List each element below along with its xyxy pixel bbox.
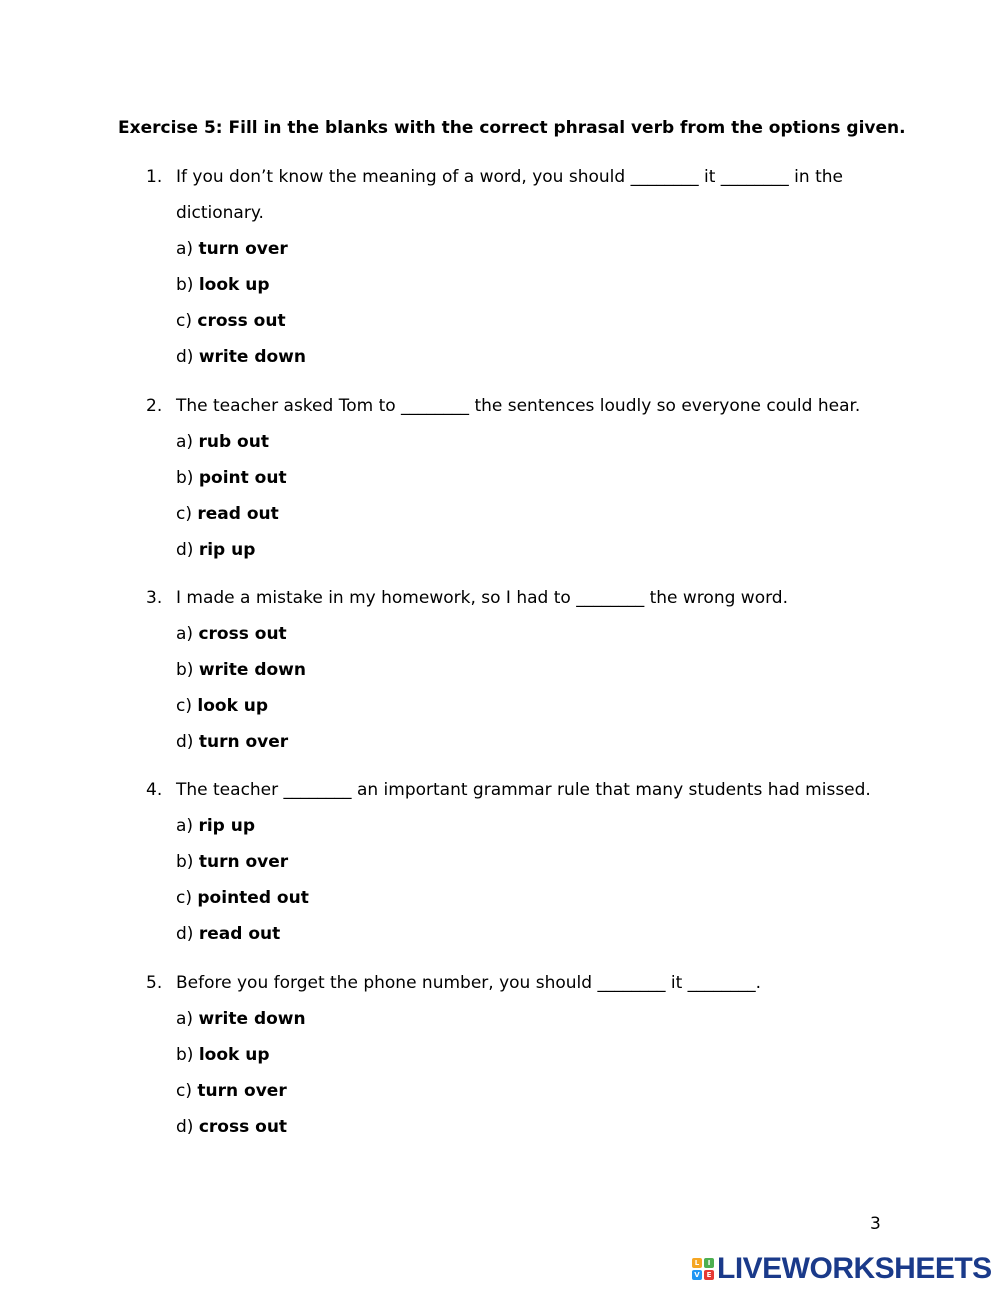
- logo-squares-icon: [692, 1258, 714, 1280]
- answer-option[interactable]: [176, 540, 255, 560]
- option-text: write down: [198, 1009, 306, 1029]
- exercise-title: Exercise 5: Fill in the blanks with the correct phrasal verb from the options given.: [118, 118, 906, 138]
- option-letter: c): [176, 1081, 192, 1101]
- question-text: Before you forget the phone number, you should ________ it ________.: [176, 973, 762, 993]
- option-letter: a): [176, 816, 194, 836]
- option-letter: d): [176, 540, 194, 560]
- option-text: turn over: [197, 1081, 287, 1101]
- option-letter: b): [176, 660, 194, 680]
- logo-square-l: L: [692, 1258, 702, 1268]
- answer-option[interactable]: [176, 504, 279, 524]
- answer-option[interactable]: [176, 816, 255, 836]
- answer-option[interactable]: [176, 660, 306, 680]
- answer-option[interactable]: [176, 1117, 287, 1137]
- answer-option[interactable]: [176, 1081, 287, 1101]
- question-number: 4.: [146, 780, 163, 800]
- answer-option[interactable]: [176, 732, 288, 752]
- answer-option[interactable]: [176, 239, 288, 259]
- page-number: 3: [870, 1214, 881, 1234]
- option-text: look up: [198, 1045, 270, 1065]
- option-letter: d): [176, 924, 194, 944]
- option-text: read out: [198, 924, 281, 944]
- option-letter: a): [176, 624, 194, 644]
- option-letter: b): [176, 1045, 194, 1065]
- answer-option[interactable]: [176, 1045, 270, 1065]
- option-text: rip up: [198, 816, 256, 836]
- question-number: 1.: [146, 167, 163, 187]
- option-text: turn over: [198, 732, 289, 752]
- answer-option[interactable]: [176, 888, 309, 908]
- option-letter: b): [176, 468, 194, 488]
- option-text: point out: [198, 468, 287, 488]
- option-text: cross out: [197, 311, 286, 331]
- option-text: look up: [198, 275, 270, 295]
- option-text: write down: [198, 660, 306, 680]
- question-text: I made a mistake in my homework, so I had to ________ the wrong word.: [176, 588, 788, 608]
- option-text: turn over: [198, 239, 288, 259]
- question-number: 2.: [146, 396, 163, 416]
- option-letter: b): [176, 852, 194, 872]
- answer-option[interactable]: [176, 852, 288, 872]
- option-text: pointed out: [197, 888, 309, 908]
- option-text: read out: [197, 504, 279, 524]
- option-text: cross out: [198, 1117, 288, 1137]
- option-letter: a): [176, 239, 194, 259]
- logo-text: LIVEWORKSHEETS: [717, 1252, 992, 1285]
- answer-option[interactable]: [176, 468, 287, 488]
- option-text: rip up: [198, 540, 256, 560]
- question-text: dictionary.: [176, 203, 264, 223]
- option-letter: a): [176, 1009, 194, 1029]
- question-text: The teacher ________ an important grammar rule that many students had missed.: [176, 780, 871, 800]
- option-letter: c): [176, 311, 192, 331]
- option-letter: d): [176, 347, 194, 367]
- answer-option[interactable]: [176, 696, 268, 716]
- answer-option[interactable]: [176, 347, 306, 367]
- option-text: cross out: [198, 624, 287, 644]
- answer-option[interactable]: [176, 311, 286, 331]
- option-letter: a): [176, 432, 194, 452]
- liveworksheets-logo[interactable]: [692, 1254, 992, 1284]
- option-text: rub out: [198, 432, 269, 452]
- question-text: The teacher asked Tom to ________ the sentences loudly so everyone could hear.: [176, 396, 861, 416]
- logo-square-v: V: [692, 1270, 702, 1280]
- question-number: 5.: [146, 973, 163, 993]
- answer-option[interactable]: [176, 924, 280, 944]
- question-number: 3.: [146, 588, 163, 608]
- option-letter: c): [176, 888, 192, 908]
- option-letter: c): [176, 504, 192, 524]
- answer-option[interactable]: [176, 275, 270, 295]
- answer-option[interactable]: [176, 624, 287, 644]
- logo-square-e: E: [704, 1270, 714, 1280]
- option-letter: d): [176, 1117, 194, 1137]
- logo-square-i: I: [704, 1258, 714, 1268]
- option-text: write down: [198, 347, 306, 367]
- answer-option[interactable]: [176, 432, 269, 452]
- answer-option[interactable]: [176, 1009, 306, 1029]
- option-letter: c): [176, 696, 192, 716]
- option-text: look up: [197, 696, 269, 716]
- option-text: turn over: [198, 852, 289, 872]
- option-letter: b): [176, 275, 194, 295]
- question-text: If you don’t know the meaning of a word, you should ________ it ________ in the: [176, 167, 843, 187]
- option-letter: d): [176, 732, 194, 752]
